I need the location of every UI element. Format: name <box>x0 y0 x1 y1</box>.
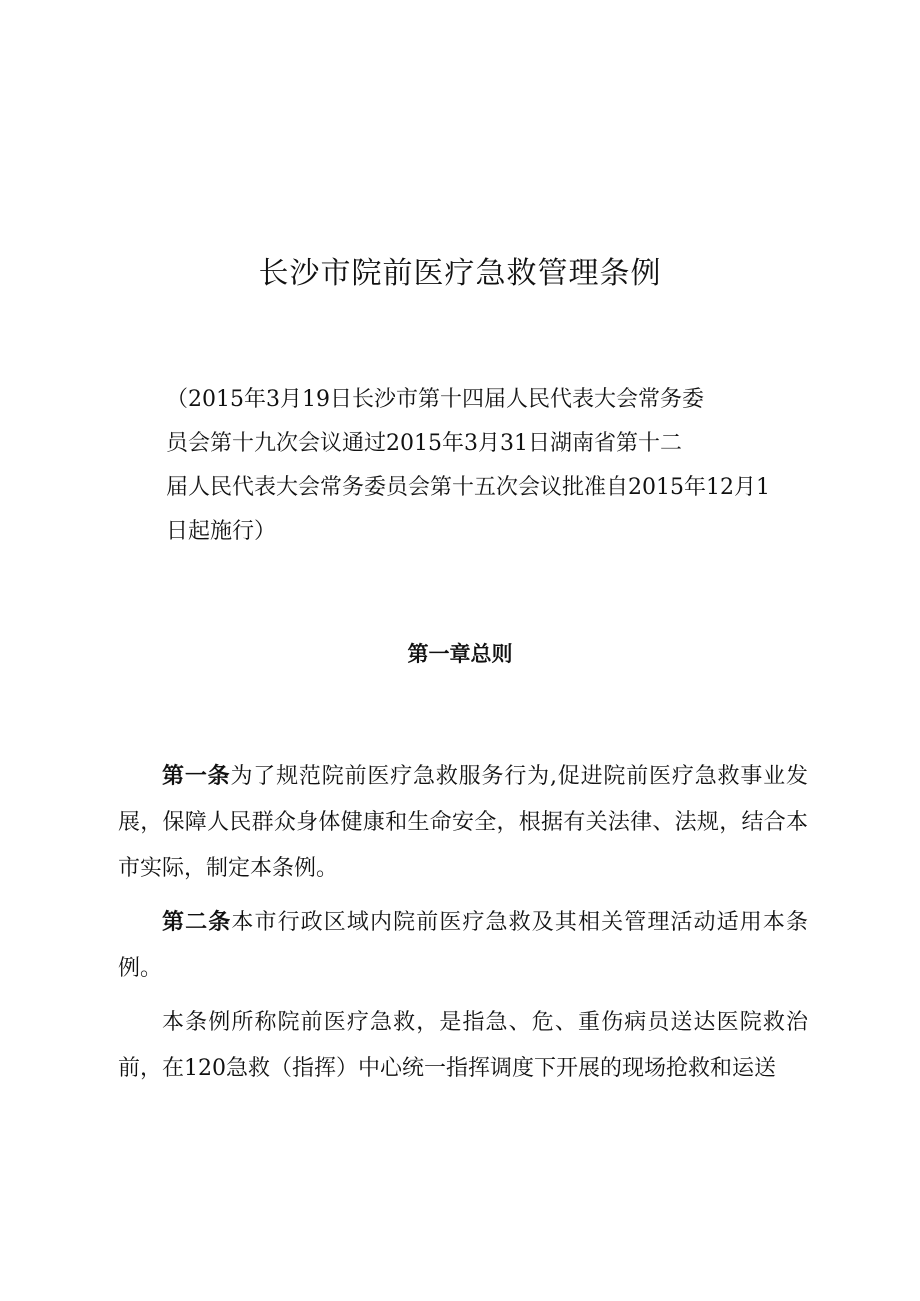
article-1 <box>118 754 808 892</box>
chapter-heading: 第一章总则 <box>407 642 513 666</box>
document-title: 长沙市院前医疗急救管理条例 <box>258 256 662 291</box>
enactment-note-line: 届人民代表大会常务委员会第十五次会议批准自2015年12月1 <box>166 475 770 500</box>
article-2-number: 第二条 <box>162 910 232 935</box>
article-2-text: 本市行政区域内院前医疗急救及其相关管理活动适用本条例。 <box>118 910 808 981</box>
article-2 <box>118 900 808 992</box>
enactment-note <box>166 378 816 554</box>
enactment-note-line: 日起施行） <box>166 519 277 544</box>
article-1-number: 第一条 <box>162 764 231 789</box>
article-2-paragraph: 本条例所称院前医疗急救，是指急、危、重伤病员送达医院救治前，在120急救（指挥）中心统一指挥调度下开展的现场抢救和运送 <box>118 1010 808 1081</box>
enactment-note-line: 员会第十九次会议通过2015年3月31日湖南省第十二 <box>166 431 682 456</box>
article-1-text: 为了规范院前医疗急救服务行为,促进院前医疗急救事业发展，保障人民群众身体健康和生命安全，根据有关法律、法规，结合本市实际，制定本条例。 <box>118 764 808 881</box>
enactment-note-line: （2015年3月19日长沙市第十四届人民代表大会常务委 <box>166 387 704 412</box>
